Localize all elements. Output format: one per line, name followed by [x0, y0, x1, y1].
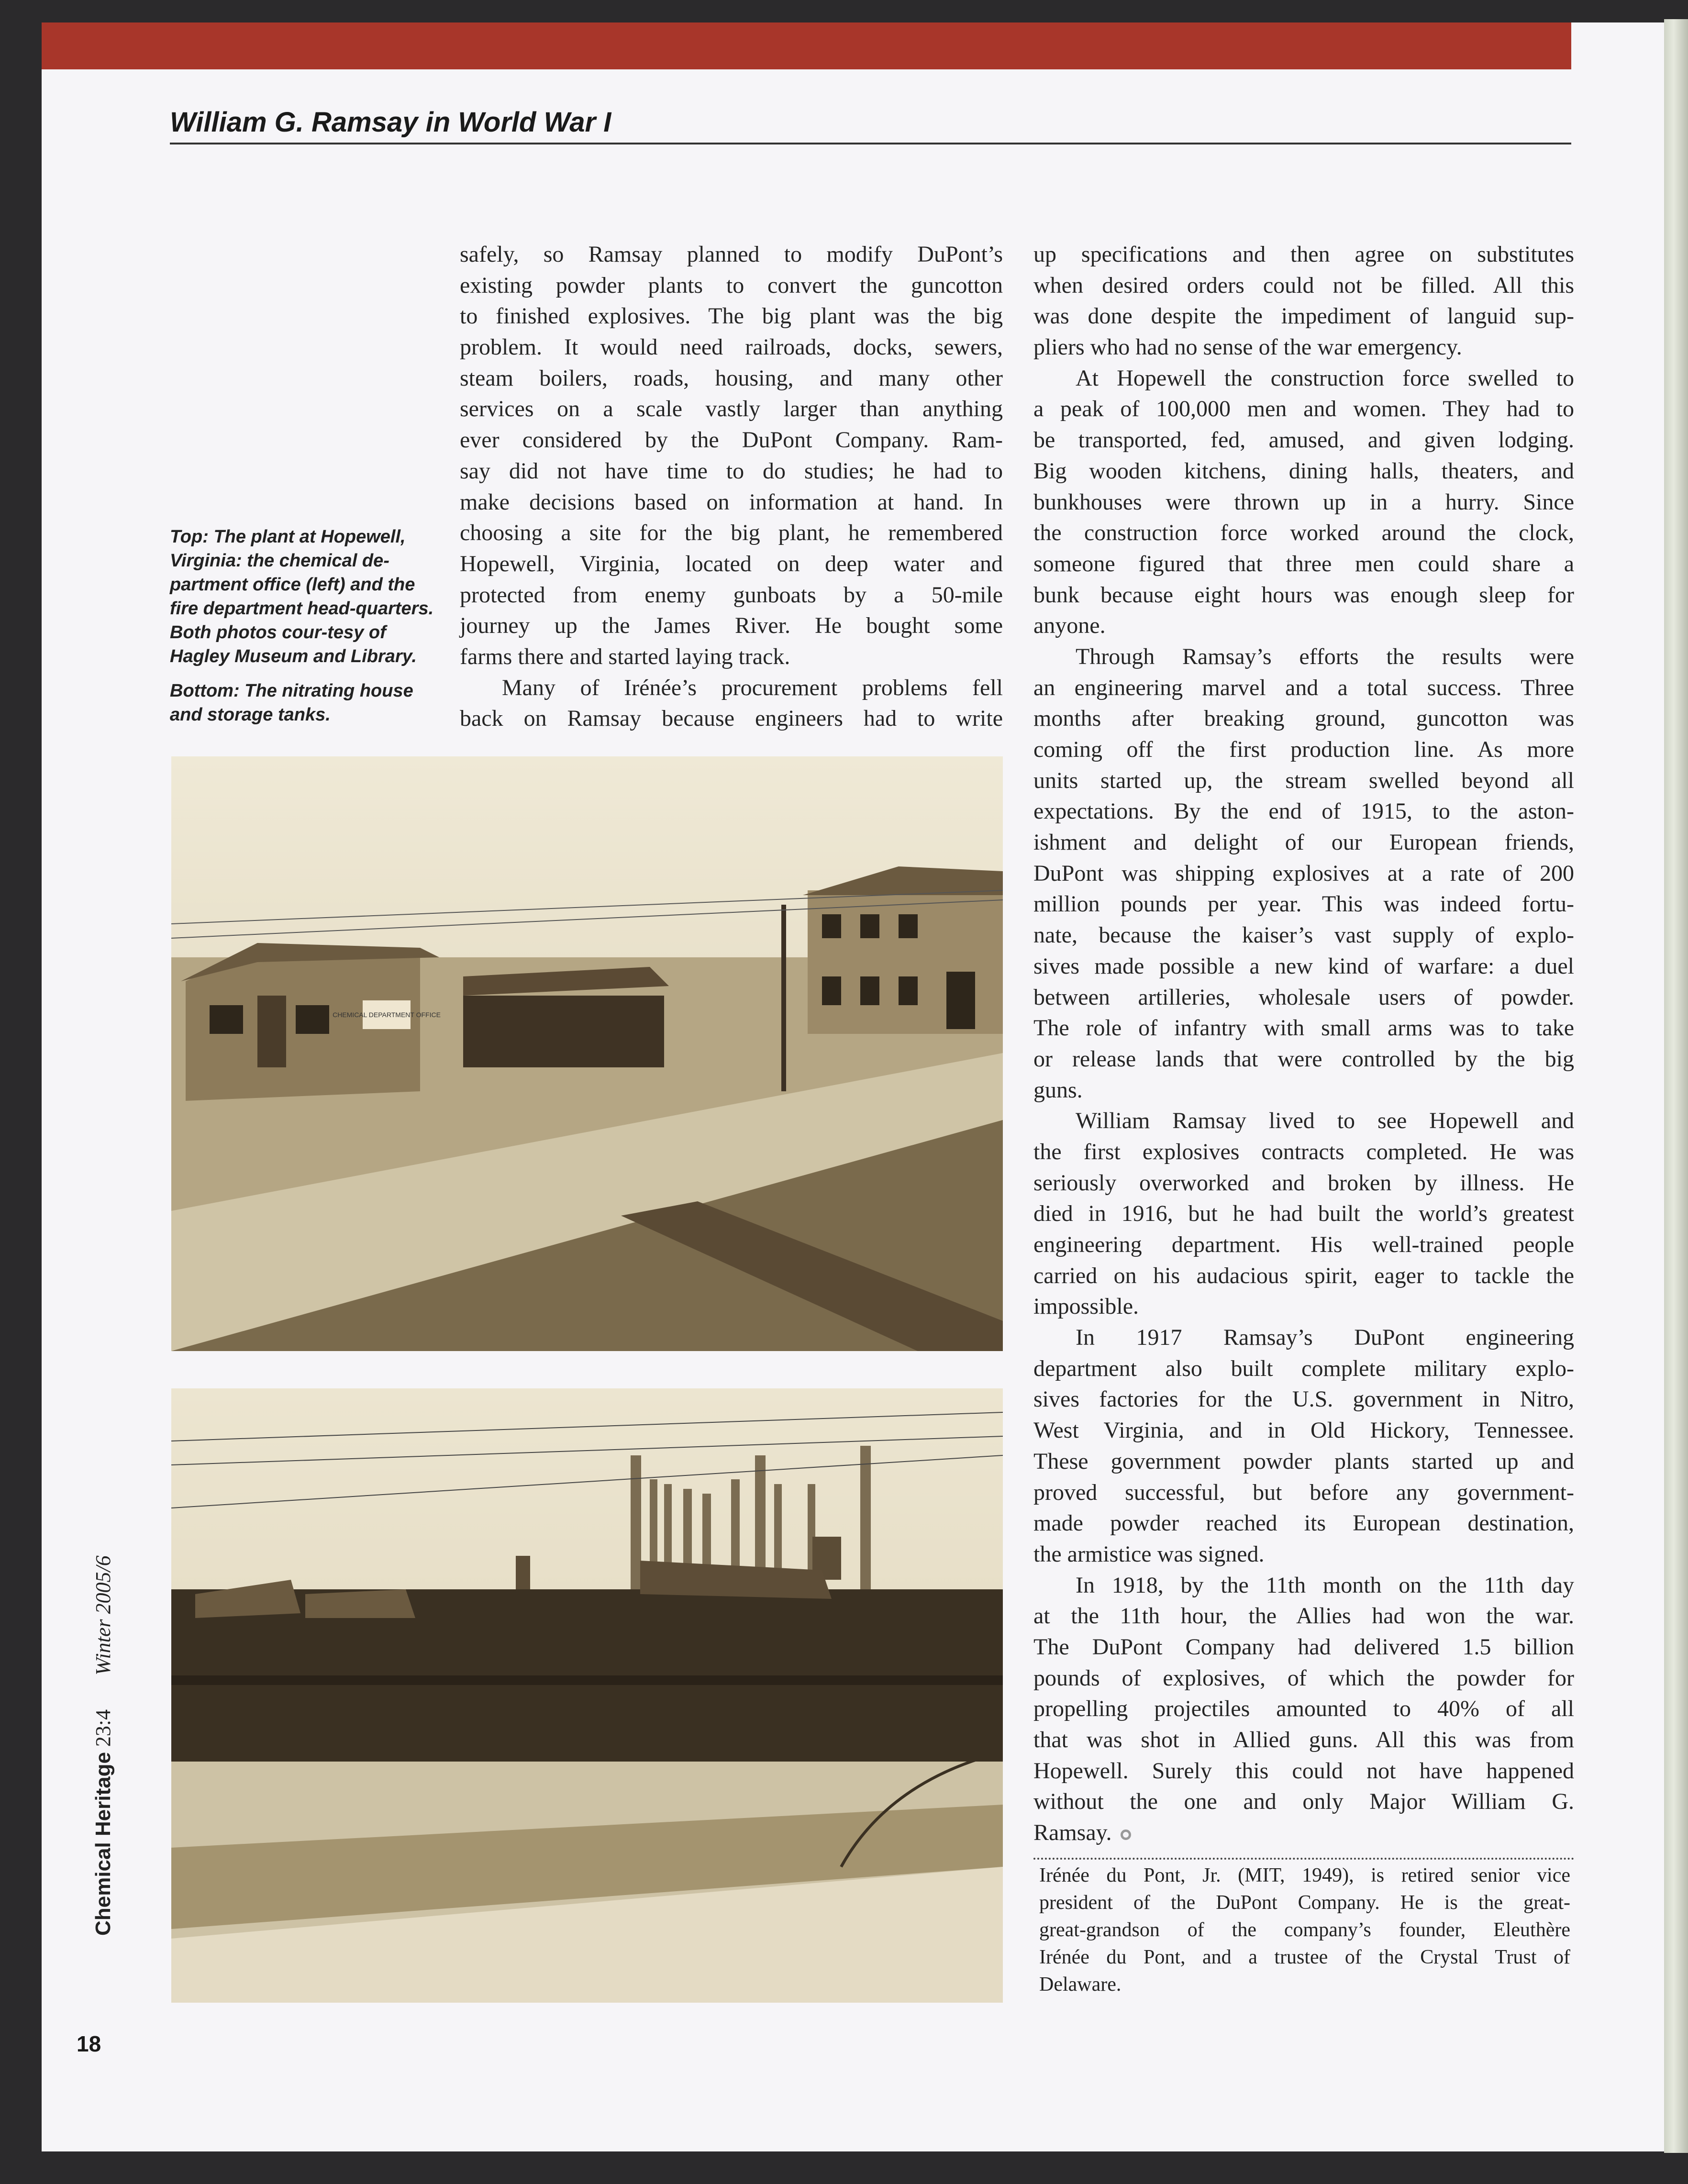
text-line-content: DuPont was shipping explosives at a rate of 200 [1033, 860, 1574, 886]
text-line-content: The DuPont Company had delivered 1.5 billion [1033, 1634, 1574, 1660]
text-line [1033, 394, 1574, 425]
text-line [1033, 1663, 1574, 1694]
text-line-content: bunkhouses were thrown up in a hurry. Since [1033, 489, 1574, 515]
text-line-content: existing powder plants to convert the guncotton [460, 272, 1003, 298]
text-line [460, 549, 1003, 580]
text-line-content: to finished explosives. The big plant was the big [460, 303, 1003, 329]
text-line [1033, 1508, 1574, 1539]
text-line [1033, 1106, 1574, 1137]
text-line-content: These government powder plants started up and [1033, 1448, 1574, 1474]
text-line [460, 394, 1003, 425]
text-line [1033, 1168, 1574, 1199]
article-column-middle [460, 239, 1003, 734]
caption-bottom: Bottom: The nitrating house and storage tanks. [170, 681, 413, 725]
text-line [1033, 1725, 1574, 1756]
text-line [460, 239, 1003, 270]
text-line-content: Big wooden kitchens, dining halls, theaters, and [1033, 458, 1574, 484]
text-line-content: million pounds per year. This was indeed fortu- [1033, 891, 1574, 917]
text-line [1033, 1786, 1574, 1818]
text-line-content: guns. [1033, 1077, 1083, 1103]
text-line [1033, 610, 1574, 642]
photo-nitrating-house [171, 1388, 1003, 2003]
text-line-content: back on Ramsay because engineers had to write [460, 706, 1003, 732]
text-line [1033, 1818, 1574, 1849]
text-line [1033, 1632, 1574, 1663]
text-line [1033, 332, 1574, 363]
text-line-content: an engineering marvel and a total success. Three [1033, 675, 1574, 700]
photo-sign-text: CHEMICAL DEPARTMENT OFFICE [333, 1011, 441, 1019]
footer-vertical-credit [91, 1555, 115, 1936]
text-line-content: In 1918, by the 11th month on the 11th day [1076, 1572, 1574, 1598]
text-line-content: someone figured that three men could share a [1033, 551, 1574, 576]
text-line [460, 363, 1003, 394]
text-line-content: without the one and only Major William G. [1033, 1789, 1574, 1815]
text-line-content: the armistice was signed. [1033, 1541, 1265, 1567]
text-line [1033, 456, 1574, 487]
text-line-content: a peak of 100,000 men and women. They had to [1033, 396, 1574, 422]
text-line-content: bunk because eight hours was enough sleep for [1033, 582, 1574, 608]
text-line [1033, 1137, 1574, 1168]
text-line [1033, 239, 1574, 270]
text-line-content: when desired orders could not be filled. All this [1033, 272, 1574, 298]
text-line-content: or release lands that were controlled by the big [1033, 1046, 1574, 1072]
text-line-content: impossible. [1033, 1294, 1139, 1319]
text-line-content: made powder reached its European destination, [1033, 1510, 1574, 1536]
text-line [460, 642, 1003, 673]
text-line-content: choosing a site for the big plant, he remembered [460, 520, 1003, 546]
text-line [1033, 796, 1574, 827]
text-line [1033, 1539, 1574, 1570]
text-line-content: propelling projectiles amounted to 40% of all [1033, 1696, 1574, 1722]
text-line [1033, 1477, 1574, 1508]
text-line [1033, 1694, 1574, 1725]
text-line-content: expectations. By the end of 1915, to the aston- [1033, 798, 1574, 824]
bio-divider [1033, 1858, 1574, 1860]
text-line [1033, 270, 1574, 301]
adjacent-page-edge [1664, 19, 1688, 2153]
magazine-name: Chemical Heritage [91, 1752, 115, 1936]
bio-line: Delaware. [1039, 1973, 1122, 1996]
photo-hopewell-plant [171, 756, 1003, 1351]
text-line-content: was done despite the impediment of languid sup- [1033, 303, 1574, 329]
text-line [1033, 1075, 1574, 1106]
text-line [1033, 549, 1574, 580]
text-line-content: ishment and delight of our European friends, [1033, 830, 1574, 855]
text-line-content: pounds of explosives, of which the powder for [1033, 1665, 1574, 1691]
text-line [460, 332, 1003, 363]
text-line-content: Ramsay. [1033, 1820, 1112, 1846]
text-line [1033, 1013, 1574, 1044]
text-line [460, 487, 1003, 518]
text-line-content: be transported, fed, amused, and given lodging. [1033, 427, 1574, 453]
text-line [460, 270, 1003, 301]
text-line [460, 301, 1003, 332]
text-line [1033, 1353, 1574, 1385]
text-line [1033, 858, 1574, 889]
text-line [1033, 827, 1574, 858]
text-line [1033, 1756, 1574, 1787]
text-line-content: Through Ramsay’s efforts the results were [1076, 643, 1574, 669]
header-color-bar [42, 22, 1571, 69]
article-column-right [1033, 239, 1574, 1849]
text-line-content: sives made possible a new kind of warfare: a duel [1033, 953, 1574, 979]
text-line [1033, 642, 1574, 673]
text-line [1033, 765, 1574, 797]
text-line [460, 673, 1003, 704]
caption-top: Top: The plant at Hopewell, Virginia: the chemical de-partment office (left) and the fire department head-quarters. Both photos cour-tesy of Hagley Museum and Library. [170, 527, 434, 666]
text-line [1033, 889, 1574, 920]
bio-line: great-grandson of the company’s founder, Eleuthère [1039, 1919, 1570, 1941]
text-line [460, 703, 1003, 734]
text-line [1033, 1230, 1574, 1261]
page-number: 18 [77, 2031, 101, 2056]
text-line-content: engineering department. His well-trained people [1033, 1232, 1574, 1257]
text-line-content: In 1917 Ramsay’s DuPont engineering [1076, 1325, 1574, 1351]
text-line [1033, 1446, 1574, 1477]
text-line-content: safely, so Ramsay planned to modify DuPont’s [460, 242, 1003, 267]
text-line [1033, 951, 1574, 982]
text-line [1033, 1384, 1574, 1415]
end-mark-icon [1121, 1829, 1131, 1840]
text-line [1033, 363, 1574, 394]
text-line-content: At Hopewell the construction force swelled to [1076, 365, 1574, 391]
text-line-content: Hopewell, Virginia, located on deep water and [460, 551, 1003, 576]
text-line-content: seriously overworked and broken by illness. He [1033, 1170, 1574, 1196]
text-line [1033, 982, 1574, 1013]
bio-line: president of the DuPont Company. He is the great- [1039, 1892, 1570, 1914]
text-line [460, 580, 1003, 611]
text-line [1033, 1570, 1574, 1601]
text-line-content: the construction force worked around the clock, [1033, 520, 1574, 546]
text-line [460, 610, 1003, 642]
text-line-content: died in 1916, but he had built the world’s greatest [1033, 1201, 1574, 1227]
text-line-content: anyone. [1033, 613, 1106, 639]
bio-line: Irénée du Pont, Jr. (MIT, 1949), is retired senior vice [1039, 1864, 1570, 1886]
text-line [1033, 1322, 1574, 1353]
text-line-content: say did not have time to do studies; he had to [460, 458, 1003, 484]
text-line-content: farms there and started laying track. [460, 643, 790, 669]
text-line [1033, 425, 1574, 456]
text-line-content: ever considered by the DuPont Company. Ram- [460, 427, 1003, 453]
text-line [1033, 1044, 1574, 1075]
text-line [1033, 1261, 1574, 1292]
volume-number: 23:4 [91, 1709, 115, 1747]
text-line [1033, 301, 1574, 332]
text-line-content: journey up the James River. He bought some [460, 613, 1003, 639]
text-line-content: at the 11th hour, the Allies had won the war. [1033, 1603, 1574, 1629]
text-line-content: up specifications and then agree on substitutes [1033, 242, 1574, 267]
text-line [460, 425, 1003, 456]
text-line-content: Many of Irénée’s procurement problems fell [502, 675, 1003, 700]
text-line-content: William Ramsay lived to see Hopewell and [1076, 1108, 1574, 1134]
running-header-title: William G. Ramsay in World War I [170, 107, 611, 138]
bio-line: Irénée du Pont, and a trustee of the Crystal Trust of [1039, 1946, 1570, 1968]
text-line-content: units started up, the stream swelled beyond all [1033, 767, 1574, 793]
text-line [1033, 580, 1574, 611]
text-line-content: department also built complete military explo- [1033, 1355, 1574, 1381]
text-line-content: pliers who had no sense of the war emergency. [1033, 334, 1462, 360]
text-line [1033, 1198, 1574, 1230]
text-line-content: steam boilers, roads, housing, and many other [460, 365, 1003, 391]
text-line-content: make decisions based on information at hand. In [460, 489, 1003, 515]
text-line-content: The role of infantry with small arms was to take [1033, 1015, 1574, 1041]
author-bio [1039, 1862, 1570, 1998]
text-line [1033, 703, 1574, 734]
text-line-content: coming off the first production line. As more [1033, 737, 1574, 762]
text-line [460, 456, 1003, 487]
text-line-content: sives factories for the U.S. government in Nitro, [1033, 1386, 1574, 1412]
text-line-content: Hopewell. Surely this could not have happened [1033, 1758, 1574, 1784]
text-line [1033, 1291, 1574, 1322]
text-line-content: proved successful, but before any government- [1033, 1479, 1574, 1505]
text-line-content: problem. It would need railroads, docks, sewers, [460, 334, 1003, 360]
text-line-content: between artilleries, wholesale users of powder. [1033, 984, 1574, 1010]
text-line [1033, 487, 1574, 518]
text-line-content: the first explosives contracts completed. He was [1033, 1139, 1574, 1164]
text-line-content: months after breaking ground, guncotton was [1033, 706, 1574, 732]
text-line-content: protected from enemy gunboats by a 50-mile [460, 582, 1003, 608]
text-line-content: services on a scale vastly larger than anything [460, 396, 1003, 422]
header-rule [170, 143, 1571, 144]
text-line-content: carried on his audacious spirit, eager to tackle the [1033, 1263, 1574, 1288]
photo-caption [170, 525, 438, 737]
text-line-content: nate, because the kaiser’s vast supply of explo- [1033, 922, 1574, 948]
text-line [1033, 518, 1574, 549]
text-line [1033, 1601, 1574, 1632]
text-line [1033, 673, 1574, 704]
text-line-content: West Virginia, and in Old Hickory, Tennessee. [1033, 1418, 1574, 1443]
text-line-content: that was shot in Allied guns. All this was from [1033, 1727, 1574, 1752]
issue-date: Winter 2005/6 [91, 1555, 115, 1675]
text-line [1033, 920, 1574, 951]
text-line [1033, 1415, 1574, 1446]
text-line [460, 518, 1003, 549]
text-line [1033, 734, 1574, 765]
